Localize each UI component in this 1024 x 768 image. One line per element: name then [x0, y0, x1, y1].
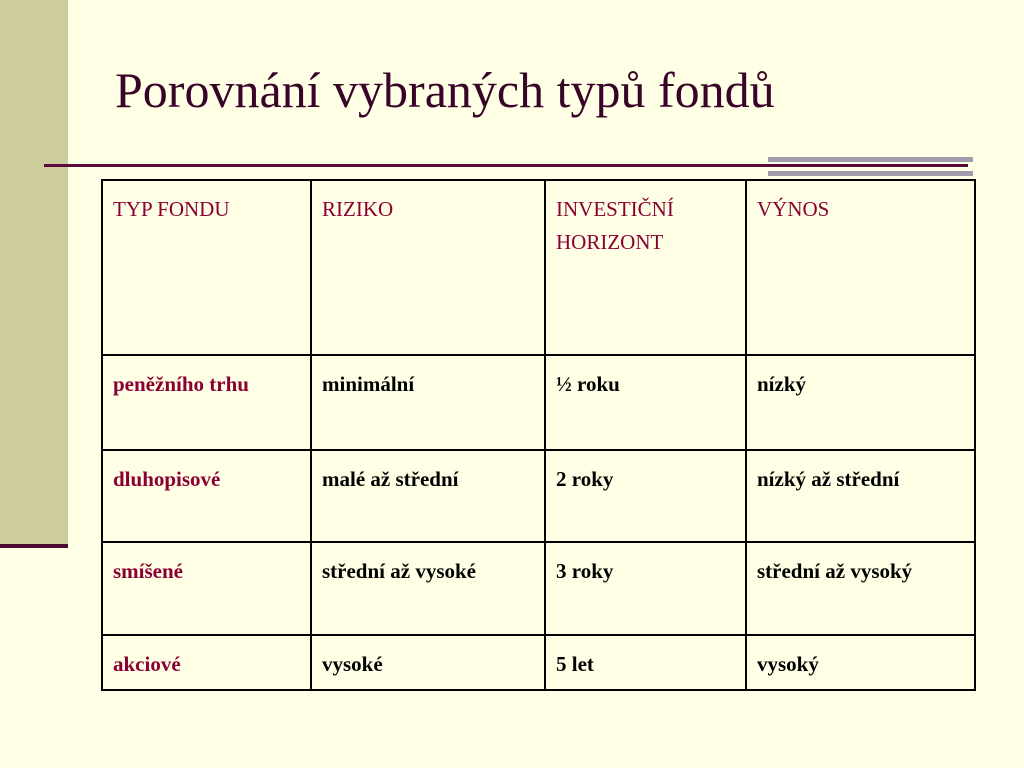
table-row: [102, 635, 975, 690]
header-cell-fund-type: TYP FONDU: [102, 180, 311, 355]
yield-cell: vysoký: [746, 635, 975, 690]
risk-cell: minimální: [311, 355, 545, 450]
title-rule-accent-bottom: [768, 171, 973, 176]
yield-cell: nízký až střední: [746, 450, 975, 542]
header-cell-risk: RIZIKO: [311, 180, 545, 355]
horizon-cell: ½ roku: [545, 355, 746, 450]
horizon-cell: 2 roky: [545, 450, 746, 542]
risk-cell: střední až vysoké: [311, 542, 545, 635]
title-divider-rule: [44, 164, 968, 167]
fund-type-cell: smíšené: [102, 542, 311, 635]
table-row: [102, 355, 975, 450]
title-rule-accent-top: [768, 157, 973, 162]
fund-type-cell: peněžního trhu: [102, 355, 311, 450]
left-band-rule: [0, 544, 68, 548]
yield-cell: střední až vysoký: [746, 542, 975, 635]
fund-type-cell: akciové: [102, 635, 311, 690]
yield-cell: nízký: [746, 355, 975, 450]
fund-comparison-table: [101, 179, 976, 691]
table-header-row: [102, 180, 975, 355]
risk-cell: vysoké: [311, 635, 545, 690]
horizon-cell: 5 let: [545, 635, 746, 690]
horizon-cell: 3 roky: [545, 542, 746, 635]
header-cell-investment-horizon: INVESTIČNÍ HORIZONT: [545, 180, 746, 355]
slide-title: Porovnání vybraných typů fondů: [115, 62, 775, 118]
left-decorative-band: [0, 0, 68, 546]
risk-cell: malé až střední: [311, 450, 545, 542]
fund-type-cell: dluhopisové: [102, 450, 311, 542]
table-row: [102, 450, 975, 542]
header-cell-yield: VÝNOS: [746, 180, 975, 355]
table-row: [102, 542, 975, 635]
